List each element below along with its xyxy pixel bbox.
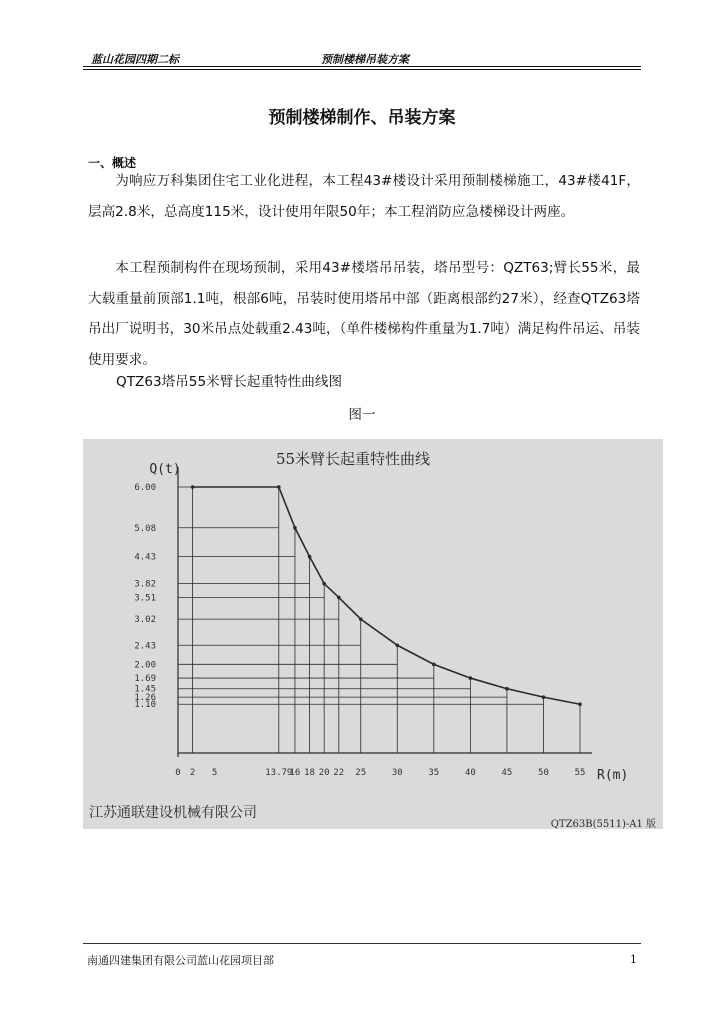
load-point bbox=[359, 617, 363, 621]
load-point bbox=[191, 485, 195, 489]
chart-y-label: Q(t) bbox=[149, 462, 181, 477]
x-tick-label: 55 bbox=[574, 768, 586, 778]
header-center: 预制楼梯吊装方案 bbox=[321, 53, 409, 66]
x-tick-label: 5 bbox=[211, 768, 218, 778]
footer-rule bbox=[83, 943, 641, 944]
figure-caption: QTZ63塔吊55米臂长起重特性曲线图 bbox=[116, 374, 343, 390]
y-tick-label: 1.26 bbox=[134, 693, 156, 704]
x-tick-label: 0 bbox=[175, 768, 181, 778]
load-point bbox=[308, 555, 312, 559]
x-tick-label: 45 bbox=[501, 768, 513, 778]
document-title: 预制楼梯制作、吊装方案 bbox=[268, 108, 456, 128]
x-tick-label: 50 bbox=[538, 768, 549, 778]
chart-title: 55米臂长起重特性曲线 bbox=[275, 450, 431, 468]
load-point bbox=[395, 643, 399, 647]
paragraph-crane: 本工程预制构件在现场预制，采用43#楼塔吊吊装，塔吊型号：QZT63;臂长55米，最大载重量前顶部1.1吨，根部6吨，吊装时使用塔吊中部（距离根部约27米），经查QTZ63塔吊出厂说明书，30米吊点处载重2.43吨，（单件楼梯构件重量为1.7吨）满足构件吊运、吊装使用要求。 bbox=[88, 260, 640, 368]
load-point bbox=[469, 676, 473, 680]
chart-model-note: QTZ63B(5511)-A1 版 bbox=[550, 819, 656, 829]
header-left: 蓝山花园四期二标 bbox=[91, 53, 179, 66]
footer-company: 南通四建集团有限公司蓝山花园项目部 bbox=[87, 954, 274, 967]
load-point bbox=[505, 687, 509, 691]
y-tick-label: 2.00 bbox=[134, 660, 156, 671]
load-point bbox=[432, 663, 436, 667]
section-heading: 一、概述 bbox=[88, 156, 137, 170]
load-point bbox=[277, 485, 281, 489]
y-tick-label: 3.02 bbox=[134, 615, 156, 626]
x-tick-label: 40 bbox=[464, 768, 476, 778]
figure-label: 图一 bbox=[348, 407, 376, 423]
y-tick-label: 3.82 bbox=[134, 579, 156, 590]
x-tick-label: 16 bbox=[289, 768, 301, 778]
x-tick-label: 35 bbox=[428, 768, 440, 778]
y-tick-label: 2.43 bbox=[134, 641, 156, 652]
page-number: 1 bbox=[630, 953, 637, 966]
y-tick-label: 5.08 bbox=[134, 523, 156, 534]
y-tick-label: 1.45 bbox=[134, 684, 156, 695]
y-tick-label: 3.51 bbox=[134, 593, 156, 604]
x-tick-label: 20 bbox=[318, 768, 330, 778]
chart-x-label: R(m) bbox=[597, 768, 629, 783]
header-rule-thin bbox=[83, 69, 641, 70]
load-point bbox=[337, 596, 341, 600]
load-chart bbox=[83, 439, 663, 829]
load-point bbox=[578, 702, 582, 706]
paragraph-overview: 为响应万科集团住宅工业化进程，本工程43#楼设计采用预制楼梯施工，43#楼41F，层高2.8米，总高度115米，设计使用年限50年；本工程消防应急楼梯设计两座。 bbox=[88, 173, 640, 220]
load-point bbox=[322, 582, 326, 586]
y-tick-label: 4.43 bbox=[134, 552, 156, 563]
chart-manufacturer: 江苏通联建设机械有限公司 bbox=[89, 805, 257, 821]
y-tick-label: 1.69 bbox=[134, 674, 156, 685]
x-tick-label: 18 bbox=[304, 768, 315, 778]
x-tick-label: 25 bbox=[355, 768, 367, 778]
y-tick-label: 1.10 bbox=[134, 700, 156, 711]
load-chart-svg bbox=[83, 439, 663, 829]
x-tick-label: 13.79 bbox=[265, 768, 293, 778]
load-point bbox=[542, 695, 546, 699]
x-tick-label: 22 bbox=[333, 768, 345, 778]
x-tick-label: 2 bbox=[189, 768, 196, 778]
header-rule bbox=[83, 66, 641, 67]
load-point bbox=[293, 526, 297, 530]
y-tick-label: 6.00 bbox=[134, 483, 156, 493]
x-tick-label: 30 bbox=[391, 768, 403, 778]
